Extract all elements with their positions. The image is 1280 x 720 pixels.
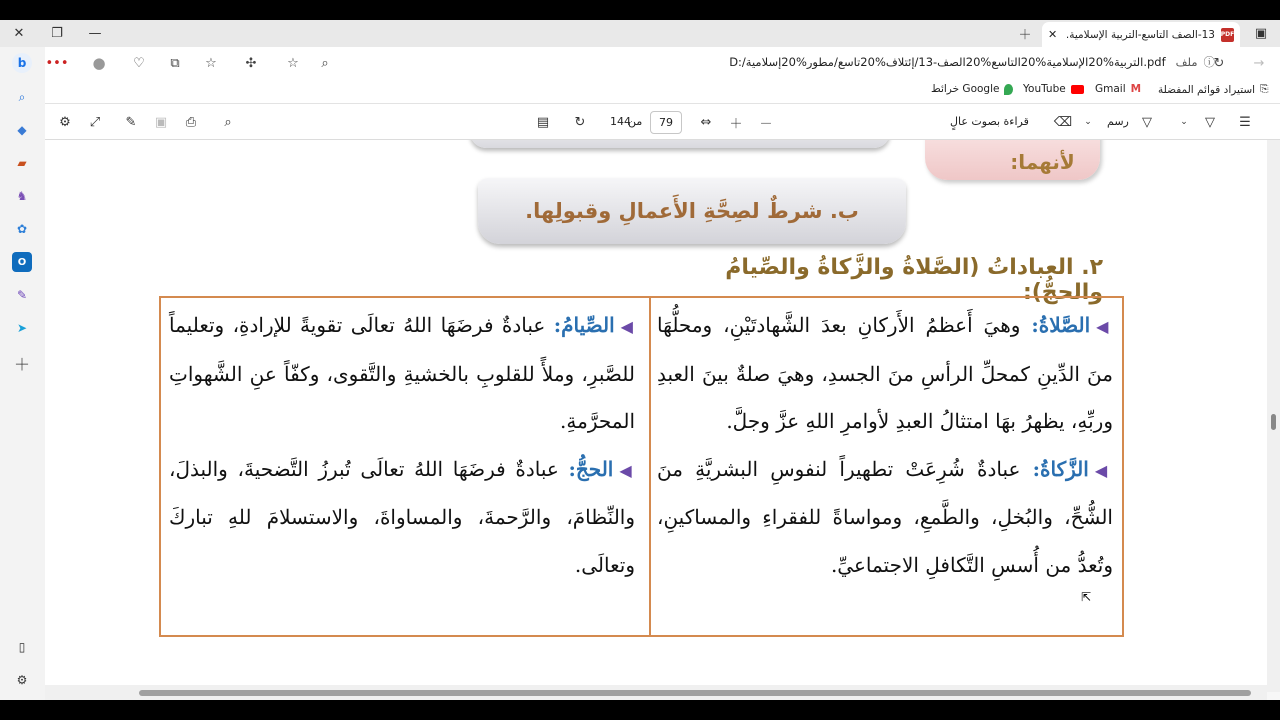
fav-gmail-label: Gmail: [1095, 83, 1126, 95]
settings-icon[interactable]: ⚙: [59, 114, 71, 130]
horizontal-scroll-thumb[interactable]: [139, 690, 1251, 696]
tab-title: 13-الصف التاسع-التربية الإسلامية.: [1065, 28, 1215, 41]
designer-icon[interactable]: ✎: [16, 288, 28, 302]
column-prayer-zakah: [657, 302, 1113, 589]
mouse-cursor-icon: ⇱: [1081, 590, 1092, 604]
add-favorite-icon[interactable]: ☆: [287, 55, 299, 71]
microsoft365-icon[interactable]: ✿: [16, 222, 28, 236]
bullet-arrow-icon: ◀: [620, 317, 635, 336]
heartbeat-icon[interactable]: ♡: [133, 55, 145, 71]
collections-icon[interactable]: ⧉: [170, 55, 180, 71]
find-icon[interactable]: ⌕: [224, 114, 232, 130]
gmail-icon: M: [1130, 83, 1142, 95]
fullscreen-icon[interactable]: ⤢: [89, 114, 101, 130]
read-aloud-button[interactable]: قراءة بصوت عالٍ: [950, 115, 1029, 128]
worship-table: [159, 296, 1124, 637]
tab-actions-icon[interactable]: ▣: [1254, 26, 1268, 41]
extensions-icon[interactable]: ✣: [245, 55, 257, 71]
browser-window: [0, 20, 1280, 700]
close-window-icon[interactable]: ✕: [13, 26, 25, 41]
bullet-arrow-icon: ◀: [1096, 317, 1113, 336]
youtube-icon: [1071, 85, 1084, 94]
section-heading: ٢. العباداتُ (الصَّلاةُ والزَّكاةُ والصِّيامُ والحجُّ):: [725, 255, 1103, 305]
column-fasting-hajj: [169, 302, 635, 589]
highlight-dropdown-icon[interactable]: ⌄: [1180, 117, 1188, 127]
upper-box: [470, 140, 890, 148]
fit-width-icon[interactable]: ⇔: [700, 114, 712, 130]
outlook-icon[interactable]: O: [12, 252, 32, 272]
zoom-out-icon[interactable]: －: [759, 116, 773, 132]
close-tab-icon[interactable]: ✕: [1048, 28, 1058, 41]
vertical-scroll-thumb[interactable]: [1271, 414, 1276, 430]
pdf-toolbar: [45, 104, 1280, 140]
profile-icon[interactable]: ●: [92, 54, 106, 72]
edit-icon[interactable]: ✎: [125, 114, 137, 130]
salah-term: الصَّلاةُ:: [1031, 313, 1091, 337]
tools-icon[interactable]: ▰: [17, 156, 27, 170]
add-sidebar-icon[interactable]: ＋: [13, 354, 30, 374]
fav-youtube-label: YouTube: [1023, 83, 1066, 95]
table-divider: [649, 298, 651, 635]
fav-import[interactable]: [1158, 83, 1269, 96]
tab-pdf[interactable]: [1042, 22, 1240, 47]
highlight-icon[interactable]: ▽: [1205, 114, 1215, 130]
condition-text: ب. شرطٌ لصِحَّةِ الأَعمالِ وقبولِها.: [525, 199, 859, 223]
fav-import-label: استيراد قوائم المفضلة: [1158, 83, 1256, 96]
contents-icon[interactable]: ☰: [1239, 114, 1251, 130]
restore-window-icon[interactable]: ❐: [51, 26, 63, 41]
fav-gmail[interactable]: [1095, 83, 1141, 95]
info-icon: ⓘ: [1203, 55, 1215, 69]
save-icon[interactable]: ▣: [154, 114, 168, 130]
zoom-in-icon[interactable]: ＋: [729, 116, 743, 132]
search-icon[interactable]: ⌕: [18, 89, 26, 104]
siyam-text: عبادةٌ فرضَهَا اللهُ تعالَى تقويةً للإرادةِ، وتعليماً للصَّبرِ، وملأً للقلوبِ بالخشيةِ والتَّقوى، وكفّاً عنِ الشَّهواتِ المحرَّمةِ.: [169, 313, 635, 433]
page-of-label: من: [628, 115, 643, 128]
hide-sidebar-icon[interactable]: ▯: [18, 640, 26, 654]
hajj-text: عبادةٌ فرضَهَا اللهُ تعالَى تُبرزُ التَّضحيةَ، والبذلَ، والنِّظامَ، والرَّحمةَ، والمساواةَ، والاستسلامَ للهِ تباركَ وتعالَى.: [169, 456, 635, 577]
bullet-arrow-icon: ◀: [619, 460, 635, 480]
pink-box-text: لأنهما:: [1010, 150, 1075, 174]
title-bar: [0, 20, 1280, 47]
print-icon[interactable]: ⎙: [185, 114, 197, 130]
new-tab-icon[interactable]: ＋: [1018, 28, 1032, 43]
favorites-bar: [45, 78, 1280, 104]
shopping-tag-icon[interactable]: ◆: [17, 123, 27, 137]
horizontal-scrollbar[interactable]: [45, 685, 1267, 700]
hajj-term: الحجُّ:: [568, 456, 614, 481]
copilot-icon[interactable]: b: [12, 53, 32, 73]
edge-sidebar: [0, 47, 45, 700]
pdf-icon: PDF: [1221, 28, 1234, 42]
fav-maps[interactable]: [931, 83, 1013, 95]
maps-icon: [1004, 84, 1013, 95]
extensions-badge-icon[interactable]: •••: [45, 55, 69, 71]
page-total: 144: [610, 115, 631, 128]
siyam-term: الصِّيامُ:: [553, 313, 615, 337]
rotate-icon[interactable]: ↻: [574, 114, 586, 130]
address-bar: [45, 47, 1280, 78]
zoom-icon[interactable]: ⌕: [321, 55, 329, 71]
draw-button[interactable]: رسم: [1107, 115, 1129, 128]
page-number-input[interactable]: 79: [650, 111, 682, 134]
fav-youtube[interactable]: [1023, 83, 1084, 95]
bullet-arrow-icon: ◀: [1094, 460, 1113, 480]
condition-box: [478, 178, 906, 244]
import-icon: ⎘: [1260, 83, 1269, 95]
games-icon[interactable]: ♞: [16, 189, 28, 203]
url-text: D:/التربية%20الإسلامية%20التاسع%20الصف-13/إئتلاف%20تاسع/مطور%20إسلامية.pdf: [729, 55, 1166, 69]
pdf-page: [45, 140, 1267, 692]
favorites-star-icon[interactable]: ☆: [205, 55, 217, 71]
drop-icon[interactable]: ➤: [16, 321, 28, 335]
forward-icon[interactable]: →: [1253, 55, 1265, 71]
draw-dropdown-icon[interactable]: ⌄: [1084, 117, 1092, 127]
url-label: ملف: [1175, 55, 1198, 69]
refresh-icon[interactable]: ↻: [1213, 55, 1225, 71]
url-field[interactable]: [645, 51, 1215, 73]
erase-icon[interactable]: ⌫: [1053, 114, 1073, 130]
zakah-text: عبادةٌ شُرِعَتْ تطهيراً لنفوسِ البشريَّةِ منَ الشُّحِّ، والبُخلِ، والطَّمعِ، ومواساةً للفقراءِ والمساكينِ، وتُعدُّ من أُسسِ التَّكافلِ الاجتماعيِّ.: [657, 456, 1113, 577]
zakah-term: الزَّكاةُ:: [1032, 456, 1089, 481]
fav-maps-label: خرائط Google: [931, 83, 1000, 95]
vertical-scrollbar[interactable]: [1267, 140, 1280, 692]
salah-text: وهيَ أَعظمُ الأَركانِ بعدَ الشَّهادتَيْنِ، ومحلُّهَا منَ الدِّينِ كمحلِّ الرأسِ منَ الجسدِ، وهيَ صلةٌ بينَ العبدِ وربِّهِ، يظهرُ بهَا امتثالُ العبدِ لأوامرِ اللهِ عزَّ وجلَّ.: [657, 313, 1113, 433]
draw-pen-icon[interactable]: ▽: [1142, 114, 1152, 130]
sidebar-settings-icon[interactable]: ⚙: [16, 673, 28, 687]
pink-box: [925, 140, 1100, 180]
minimize-window-icon[interactable]: —: [88, 26, 102, 41]
page-view-icon[interactable]: ▤: [536, 114, 550, 130]
